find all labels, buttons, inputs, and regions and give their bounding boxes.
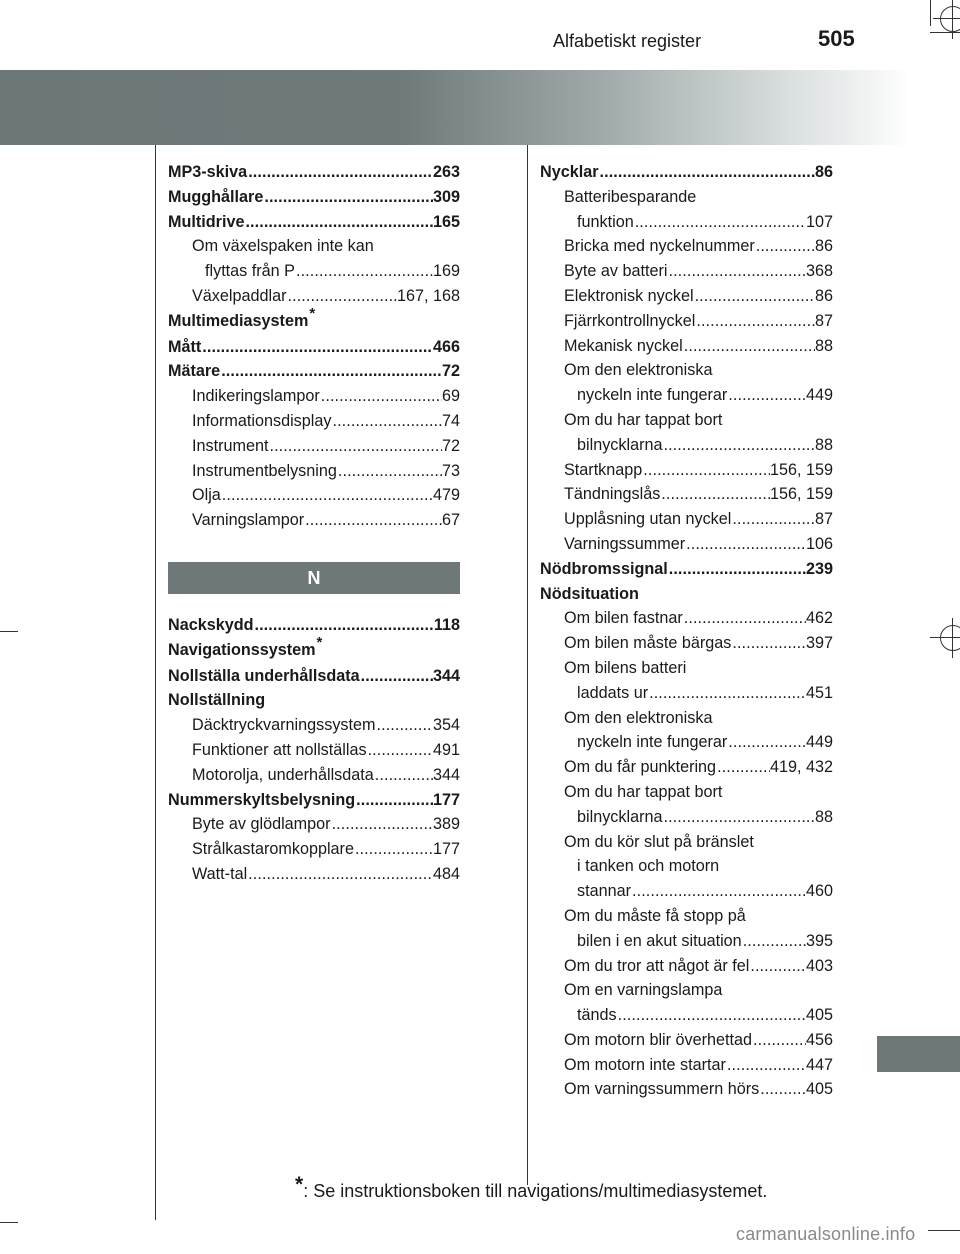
dot-leader <box>376 713 433 738</box>
index-term: Byte av batteri <box>564 262 668 281</box>
page-reference: 169 <box>432 262 460 281</box>
dot-leader <box>660 482 770 507</box>
page-reference: 73 <box>441 461 460 480</box>
dot-leader <box>320 384 442 409</box>
index-entry <box>168 234 460 259</box>
index-entry <box>540 582 833 607</box>
index-term: Mekanisk nyckel <box>564 336 683 355</box>
index-term: Elektronisk nyckel <box>564 286 694 305</box>
index-entry <box>540 557 833 582</box>
section-title: Alfabetiskt register <box>553 31 702 51</box>
header-banner <box>0 70 960 145</box>
dot-leader <box>667 259 806 284</box>
crop-mark <box>0 1222 18 1223</box>
index-entry <box>540 606 833 631</box>
page-reference: 451 <box>805 683 833 702</box>
letter-divider: N <box>168 562 460 594</box>
page-reference: 177 <box>432 840 460 859</box>
index-entry <box>540 458 833 483</box>
page-reference: 106 <box>805 534 833 553</box>
page-reference: 88 <box>814 435 833 454</box>
index-entry <box>540 532 833 557</box>
index-term: Om varningssummern hörs <box>564 1080 760 1099</box>
index-term: Om bilen fastnar <box>564 609 683 628</box>
page-reference: 368 <box>805 262 833 281</box>
index-term: Mugghållare <box>168 187 264 206</box>
page-reference: 107 <box>805 212 833 231</box>
index-entry <box>540 259 833 284</box>
index-term: nyckeln inte fungerar <box>577 386 728 405</box>
page-reference: 177 <box>432 790 460 809</box>
page-reference: 87 <box>814 311 833 330</box>
registration-mark-icon <box>940 625 960 651</box>
index-entry <box>540 854 833 879</box>
dot-leader <box>247 862 433 887</box>
index-term: Om du kör slut på bränslet <box>564 832 754 851</box>
page-reference: 167, 168 <box>396 286 460 305</box>
index-term: Varningssummer <box>564 534 686 553</box>
index-term: Bricka med nyckelnummer <box>564 237 755 256</box>
index-entry <box>540 706 833 731</box>
index-entry <box>540 383 833 408</box>
page-reference: 72 <box>441 436 460 455</box>
index-entry <box>168 483 460 508</box>
index-term: Om du tror att något är fel <box>564 956 750 975</box>
index-term: Om du måste få stopp på <box>564 906 746 925</box>
dot-leader <box>685 532 806 557</box>
index-term: flyttas från P <box>205 262 295 281</box>
page-reference: 479 <box>432 486 460 505</box>
dot-leader <box>642 458 770 483</box>
page-reference: 405 <box>805 1080 833 1099</box>
page-reference: 460 <box>805 882 833 901</box>
dot-leader <box>331 409 442 434</box>
page-reference: 72 <box>441 362 460 381</box>
crop-mark <box>0 631 18 632</box>
dot-leader <box>742 929 806 954</box>
dot-leader <box>304 508 442 533</box>
index-entry <box>168 862 460 887</box>
dot-leader <box>263 185 433 210</box>
index-term: Byte av glödlampor <box>192 815 331 834</box>
index-term: Nollställa underhållsdata <box>168 666 360 685</box>
index-term: Informationsdisplay <box>192 411 332 430</box>
index-term: stannar <box>577 882 631 901</box>
index-term: Instrument <box>192 436 269 455</box>
dot-leader <box>727 383 806 408</box>
index-entry <box>168 409 460 434</box>
crop-mark <box>928 1230 960 1231</box>
crop-mark <box>930 637 960 638</box>
page-reference: 449 <box>805 386 833 405</box>
index-term: Om du har tappat bort <box>564 782 723 801</box>
index-entry <box>540 284 833 309</box>
index-term: laddats ur <box>577 683 649 702</box>
index-term: Navigationssystem <box>168 640 316 659</box>
page-reference: 86 <box>814 286 833 305</box>
index-entry <box>540 954 833 979</box>
page-reference: 88 <box>814 807 833 826</box>
index-term: MP3-skiva <box>168 163 248 181</box>
index-entry <box>168 335 460 360</box>
dot-leader <box>662 805 815 830</box>
index-term: Funktioner att nollställas <box>192 740 367 759</box>
footnote-reference: * <box>309 304 316 322</box>
section-edge-tab <box>877 1036 960 1072</box>
index-term: Nödbromssignal <box>540 559 668 578</box>
index-term: Multimediasystem <box>168 311 309 330</box>
page-reference: 484 <box>432 864 460 883</box>
index-term: Om bilens batteri <box>564 658 687 677</box>
index-term: Växelpaddlar <box>192 286 287 305</box>
index-entry <box>168 763 460 788</box>
dot-leader <box>731 631 806 656</box>
page-reference: 456 <box>805 1030 833 1049</box>
footnote-text: : Se instruktionsboken till navigations/multimediasystemet. <box>303 1181 768 1201</box>
dot-leader <box>599 160 815 185</box>
dot-leader <box>631 879 806 904</box>
dot-leader <box>287 284 397 309</box>
dot-leader <box>695 309 815 334</box>
dot-leader <box>634 210 806 235</box>
index-entry <box>168 384 460 409</box>
index-entry <box>540 507 833 532</box>
page-reference: 309 <box>432 187 460 206</box>
page-reference: 156, 159 <box>769 485 833 504</box>
page-reference: 87 <box>814 510 833 529</box>
page-number: 505 <box>818 26 855 51</box>
footnote-reference: * <box>316 633 323 651</box>
index-term: Upplåsning utan nyckel <box>564 510 732 529</box>
dot-leader <box>253 613 433 638</box>
index-term: Indikeringslampor <box>192 387 320 406</box>
page-reference: 67 <box>441 511 460 530</box>
dot-leader <box>268 434 442 459</box>
index-term: funktion <box>577 212 634 231</box>
dot-leader <box>752 1028 806 1053</box>
dot-leader <box>331 812 433 837</box>
index-column-left <box>168 160 460 887</box>
page-reference: 165 <box>432 212 460 231</box>
index-term: bilnycklarna <box>577 435 663 454</box>
index-entry <box>540 631 833 656</box>
dot-leader <box>726 1053 806 1078</box>
page-reference: 86 <box>814 163 833 181</box>
page-reference: 449 <box>805 733 833 752</box>
index-term: bilen i en akut situation <box>577 931 742 950</box>
page-reference: 344 <box>432 666 460 685</box>
index-term: Om du får punktering <box>564 758 717 777</box>
index-entry <box>540 730 833 755</box>
dot-leader <box>683 334 815 359</box>
dot-leader <box>617 1003 806 1028</box>
crop-mark <box>930 0 931 26</box>
page-reference: 397 <box>805 634 833 653</box>
page-reference: 354 <box>432 716 460 735</box>
page-reference: 86 <box>814 237 833 256</box>
dot-leader <box>716 755 770 780</box>
index-term: Multidrive <box>168 212 245 231</box>
index-group-m <box>168 160 460 533</box>
index-entry <box>540 929 833 954</box>
index-entry <box>540 160 833 185</box>
dot-leader <box>354 837 433 862</box>
crop-mark <box>930 32 960 33</box>
index-group-n <box>168 613 460 887</box>
index-term: Nollställning <box>168 691 266 710</box>
index-entry <box>168 434 460 459</box>
index-term: Om den elektroniska <box>564 708 713 727</box>
index-entry <box>168 359 460 384</box>
index-term: Däcktryckvarningssystem <box>192 716 376 735</box>
index-term: Olja <box>192 486 221 505</box>
index-entry <box>540 681 833 706</box>
page-reference: 88 <box>814 336 833 355</box>
index-term: Instrumentbelysning <box>192 461 337 480</box>
index-entry <box>540 780 833 805</box>
index-term: i tanken och motorn <box>577 857 720 876</box>
index-entry <box>540 433 833 458</box>
page-reference: 447 <box>805 1055 833 1074</box>
dot-leader <box>201 335 433 360</box>
index-term: Nödsituation <box>540 584 639 603</box>
dot-leader <box>662 433 815 458</box>
index-entry <box>168 738 460 763</box>
index-term: Om bilen måste bärgas <box>564 634 732 653</box>
dot-leader <box>295 259 433 284</box>
index-term: Motorolja, underhållsdata <box>192 765 374 784</box>
index-entry <box>540 830 833 855</box>
page-reference: 419, 432 <box>769 758 833 777</box>
index-term: Fjärrkontrollnyckel <box>564 311 696 330</box>
footnote <box>295 1173 768 1203</box>
dot-leader <box>694 284 815 309</box>
index-entry <box>168 259 460 284</box>
page-reference: 69 <box>441 387 460 406</box>
dot-leader <box>755 234 815 259</box>
index-entry <box>540 185 833 210</box>
index-term: Watt-tal <box>192 864 248 883</box>
index-term: Om motorn blir överhettad <box>564 1030 753 1049</box>
page-reference: 239 <box>805 559 833 578</box>
footnote-asterisk: * <box>295 1173 304 1196</box>
index-entry <box>168 210 460 235</box>
page-reference: 395 <box>805 931 833 950</box>
dot-leader <box>244 210 433 235</box>
page-reference: 405 <box>805 1006 833 1025</box>
index-column-right <box>540 160 833 1102</box>
page-reference: 344 <box>432 765 460 784</box>
index-term: bilnycklarna <box>577 807 663 826</box>
index-term: Om en varningslampa <box>564 981 723 1000</box>
index-entry <box>540 358 833 383</box>
index-term: tänds <box>577 1006 617 1025</box>
page-reference: 466 <box>432 337 460 356</box>
index-entry <box>540 904 833 929</box>
index-entry <box>540 408 833 433</box>
dot-leader <box>247 160 433 185</box>
dot-leader <box>731 507 815 532</box>
index-entry <box>168 304 460 335</box>
index-entry <box>540 309 833 334</box>
index-entry <box>168 837 460 862</box>
dot-leader <box>374 763 433 788</box>
index-term: Startknapp <box>564 460 643 479</box>
index-group-n-continued <box>540 160 833 1102</box>
index-entry <box>540 210 833 235</box>
column-rule-middle <box>527 145 528 1185</box>
dot-leader <box>668 557 806 582</box>
index-entry <box>168 788 460 813</box>
index-term: Nummerskyltsbelysning <box>168 790 356 809</box>
index-entry <box>168 613 460 638</box>
index-entry <box>540 1028 833 1053</box>
index-term: Nycklar <box>540 163 599 181</box>
index-entry <box>168 812 460 837</box>
page-reference: 462 <box>805 609 833 628</box>
dot-leader <box>367 738 433 763</box>
page-reference: 118 <box>433 615 460 634</box>
dot-leader <box>727 730 806 755</box>
index-entry <box>168 688 460 713</box>
index-entry <box>540 1077 833 1102</box>
page-reference: 156, 159 <box>769 460 833 479</box>
dot-leader <box>360 664 433 689</box>
index-entry <box>540 879 833 904</box>
dot-leader <box>337 459 442 484</box>
index-entry <box>168 185 460 210</box>
index-entry <box>540 755 833 780</box>
index-entry <box>168 664 460 689</box>
dot-leader <box>220 359 442 384</box>
index-term: Om motorn inte startar <box>564 1055 726 1074</box>
index-entry <box>168 508 460 533</box>
index-entry <box>540 978 833 1003</box>
index-entry <box>168 459 460 484</box>
index-term: Om den elektroniska <box>564 361 713 380</box>
index-entry <box>540 234 833 259</box>
index-term: Tändningslås <box>564 485 661 504</box>
index-entry <box>540 482 833 507</box>
index-entry <box>540 334 833 359</box>
index-term: Om du har tappat bort <box>564 410 723 429</box>
dot-leader <box>221 483 433 508</box>
index-entry <box>540 1053 833 1078</box>
index-entry <box>540 1003 833 1028</box>
index-entry <box>168 633 460 664</box>
index-entry <box>540 656 833 681</box>
index-entry <box>168 160 460 185</box>
index-term: nyckeln inte fungerar <box>577 733 728 752</box>
index-entry <box>540 805 833 830</box>
dot-leader <box>683 606 806 631</box>
index-term: Batteribesparande <box>564 187 697 206</box>
index-term: Varningslampor <box>192 511 305 530</box>
dot-leader <box>355 788 433 813</box>
index-term: Om växelspaken inte kan <box>192 237 374 256</box>
dot-leader <box>648 681 806 706</box>
column-rule-left <box>155 145 156 1220</box>
index-term: Mått <box>168 337 202 356</box>
watermark: carmanualsonline.info <box>736 1224 916 1244</box>
page-reference: 74 <box>441 411 460 430</box>
index-term: Mätare <box>168 362 221 381</box>
dot-leader <box>759 1077 806 1102</box>
index-term: Nackskydd <box>168 615 254 634</box>
index-entry <box>168 713 460 738</box>
index-term: Strålkastaromkopplare <box>192 840 354 859</box>
page-reference: 263 <box>432 163 460 181</box>
page-reference: 389 <box>432 815 460 834</box>
page-reference: 403 <box>805 956 833 975</box>
page-reference: 491 <box>432 740 460 759</box>
registration-mark-icon <box>940 6 960 32</box>
dot-leader <box>749 954 806 979</box>
